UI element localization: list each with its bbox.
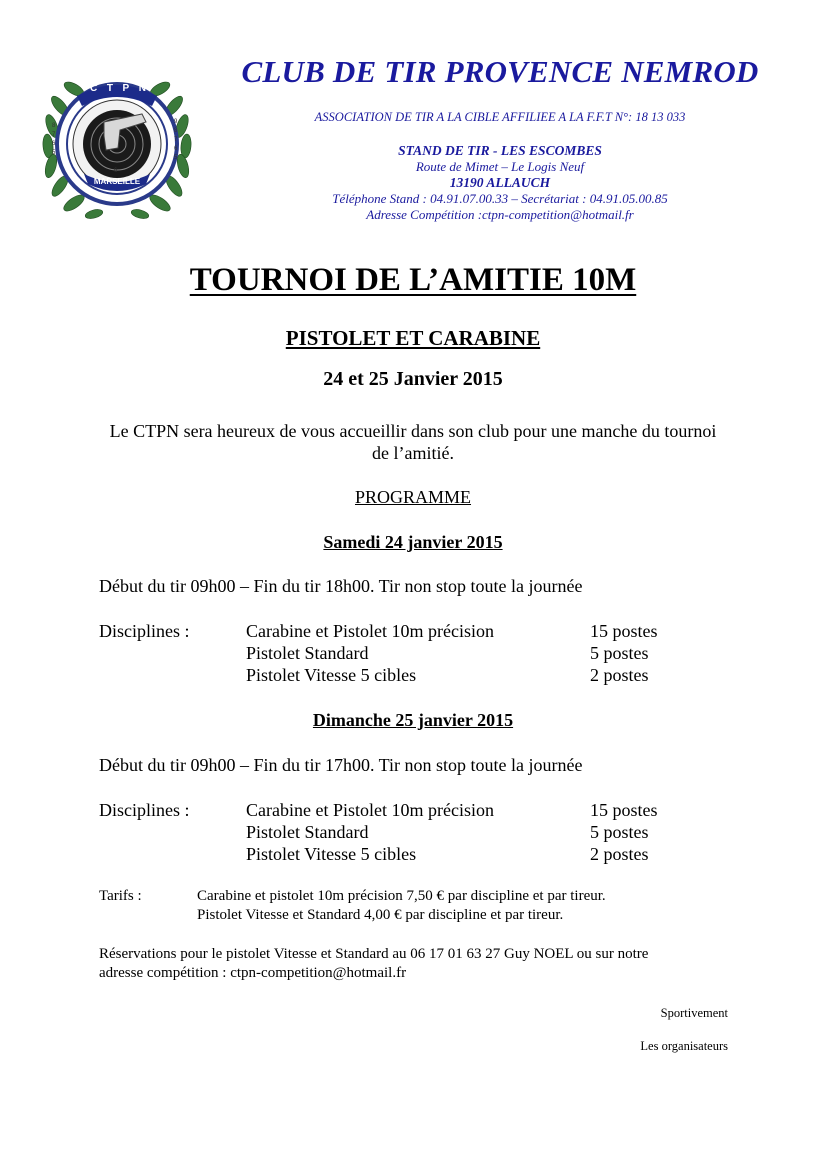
city-address: 13190 ALLAUCH bbox=[449, 175, 551, 190]
day-heading: Samedi 24 janvier 2015 bbox=[323, 532, 503, 552]
affiliation-line: ASSOCIATION DE TIR A LA CIBLE AFFILIEE A LA F.F.T N°: 18 13 033 bbox=[314, 110, 686, 124]
stand-name: STAND DE TIR - LES ESCOMBES bbox=[398, 143, 602, 158]
logo-ring-number: 5 bbox=[174, 155, 178, 161]
discipline-name: Carabine et Pistolet 10m précision bbox=[246, 621, 494, 641]
logo-ring-number: 5 bbox=[52, 150, 56, 156]
tarifs-label: Tarifs : bbox=[99, 888, 142, 904]
logo-initial: P bbox=[122, 83, 130, 94]
logo-ring-number: 9 bbox=[174, 119, 178, 125]
day-schedule: Début du tir 09h00 – Fin du tir 18h00. Tir non stop toute la journée bbox=[99, 576, 583, 596]
discipline-posts: 15 postes bbox=[590, 621, 658, 641]
road-address: Route de Mimet – Le Logis Neuf bbox=[415, 159, 585, 174]
logo-ring-number: 7 bbox=[52, 132, 56, 138]
logo-ring-number: 8 bbox=[174, 128, 178, 134]
logo-ring-left bbox=[52, 122, 55, 158]
intro-text: Le CTPN sera heureux de vous accueillir dans son club pour une manche du tournoi de l’amitié. bbox=[109, 421, 717, 463]
discipline-name: Pistolet Standard bbox=[246, 822, 369, 842]
logo-ring-number: 8 bbox=[52, 123, 56, 129]
page-title: TOURNOI DE L’AMITIE 10M bbox=[189, 262, 637, 298]
day-schedule: Début du tir 09h00 – Fin du tir 17h00. Tir non stop toute la journée bbox=[99, 755, 583, 775]
logo-initial: C bbox=[90, 83, 98, 94]
closing-signature: Les organisateurs bbox=[640, 1039, 728, 1053]
logo-ring-number: 6 bbox=[114, 168, 118, 174]
event-dates: 24 et 25 Janvier 2015 bbox=[323, 368, 503, 390]
discipline-posts: 5 postes bbox=[590, 822, 649, 842]
discipline-posts: 2 postes bbox=[590, 665, 649, 685]
disciplines-label: Disciplines : bbox=[99, 800, 190, 820]
reservation-line: adresse compétition : ctpn-competition@hotmail.fr bbox=[99, 965, 407, 981]
logo-ring-number: 6 bbox=[174, 146, 178, 152]
discipline-name: Pistolet Vitesse 5 cibles bbox=[246, 665, 417, 685]
reservation-line: Réservations pour le pistolet Vitesse et Standard au 06 17 01 63 27 Guy NOEL ou sur notre bbox=[99, 946, 649, 962]
page-subtitle: PISTOLET ET CARABINE bbox=[285, 326, 541, 350]
competition-email: Adresse Compétition :ctpn-competition@hotmail.fr bbox=[366, 207, 634, 222]
discipline-name: Pistolet Vitesse 5 cibles bbox=[246, 844, 417, 864]
day-heading: Dimanche 25 janvier 2015 bbox=[312, 710, 514, 730]
discipline-posts: 2 postes bbox=[590, 844, 649, 864]
logo-ring-number: 7 bbox=[174, 137, 178, 143]
club-name: CLUB DE TIR PROVENCE NEMROD bbox=[241, 54, 759, 89]
programme-heading: PROGRAMME bbox=[354, 487, 472, 507]
discipline-posts: 5 postes bbox=[590, 643, 649, 663]
logo-ring-number: 6 bbox=[52, 141, 56, 147]
logo-initials bbox=[90, 83, 146, 94]
club-logo bbox=[34, 56, 200, 228]
logo-ring-right bbox=[174, 118, 177, 163]
closing-salutation: Sportivement bbox=[660, 1006, 728, 1020]
tarif-line: Carabine et pistolet 10m précision 7,50 € par discipline et par tireur. bbox=[197, 888, 606, 904]
logo-city: MARSEILLE bbox=[93, 177, 141, 186]
tarif-line: Pistolet Vitesse et Standard 4,00 € par discipline et par tireur. bbox=[197, 907, 564, 923]
phone-numbers: Téléphone Stand : 04.91.07.00.33 – Secrétariat : 04.91.05.00.85 bbox=[332, 191, 668, 206]
disciplines-label: Disciplines : bbox=[99, 621, 190, 641]
logo-initial: T bbox=[106, 83, 113, 94]
logo-initial: N bbox=[138, 83, 146, 94]
discipline-name: Carabine et Pistolet 10m précision bbox=[246, 800, 494, 820]
discipline-posts: 15 postes bbox=[590, 800, 658, 820]
discipline-name: Pistolet Standard bbox=[246, 643, 369, 663]
address-block bbox=[205, 143, 795, 223]
